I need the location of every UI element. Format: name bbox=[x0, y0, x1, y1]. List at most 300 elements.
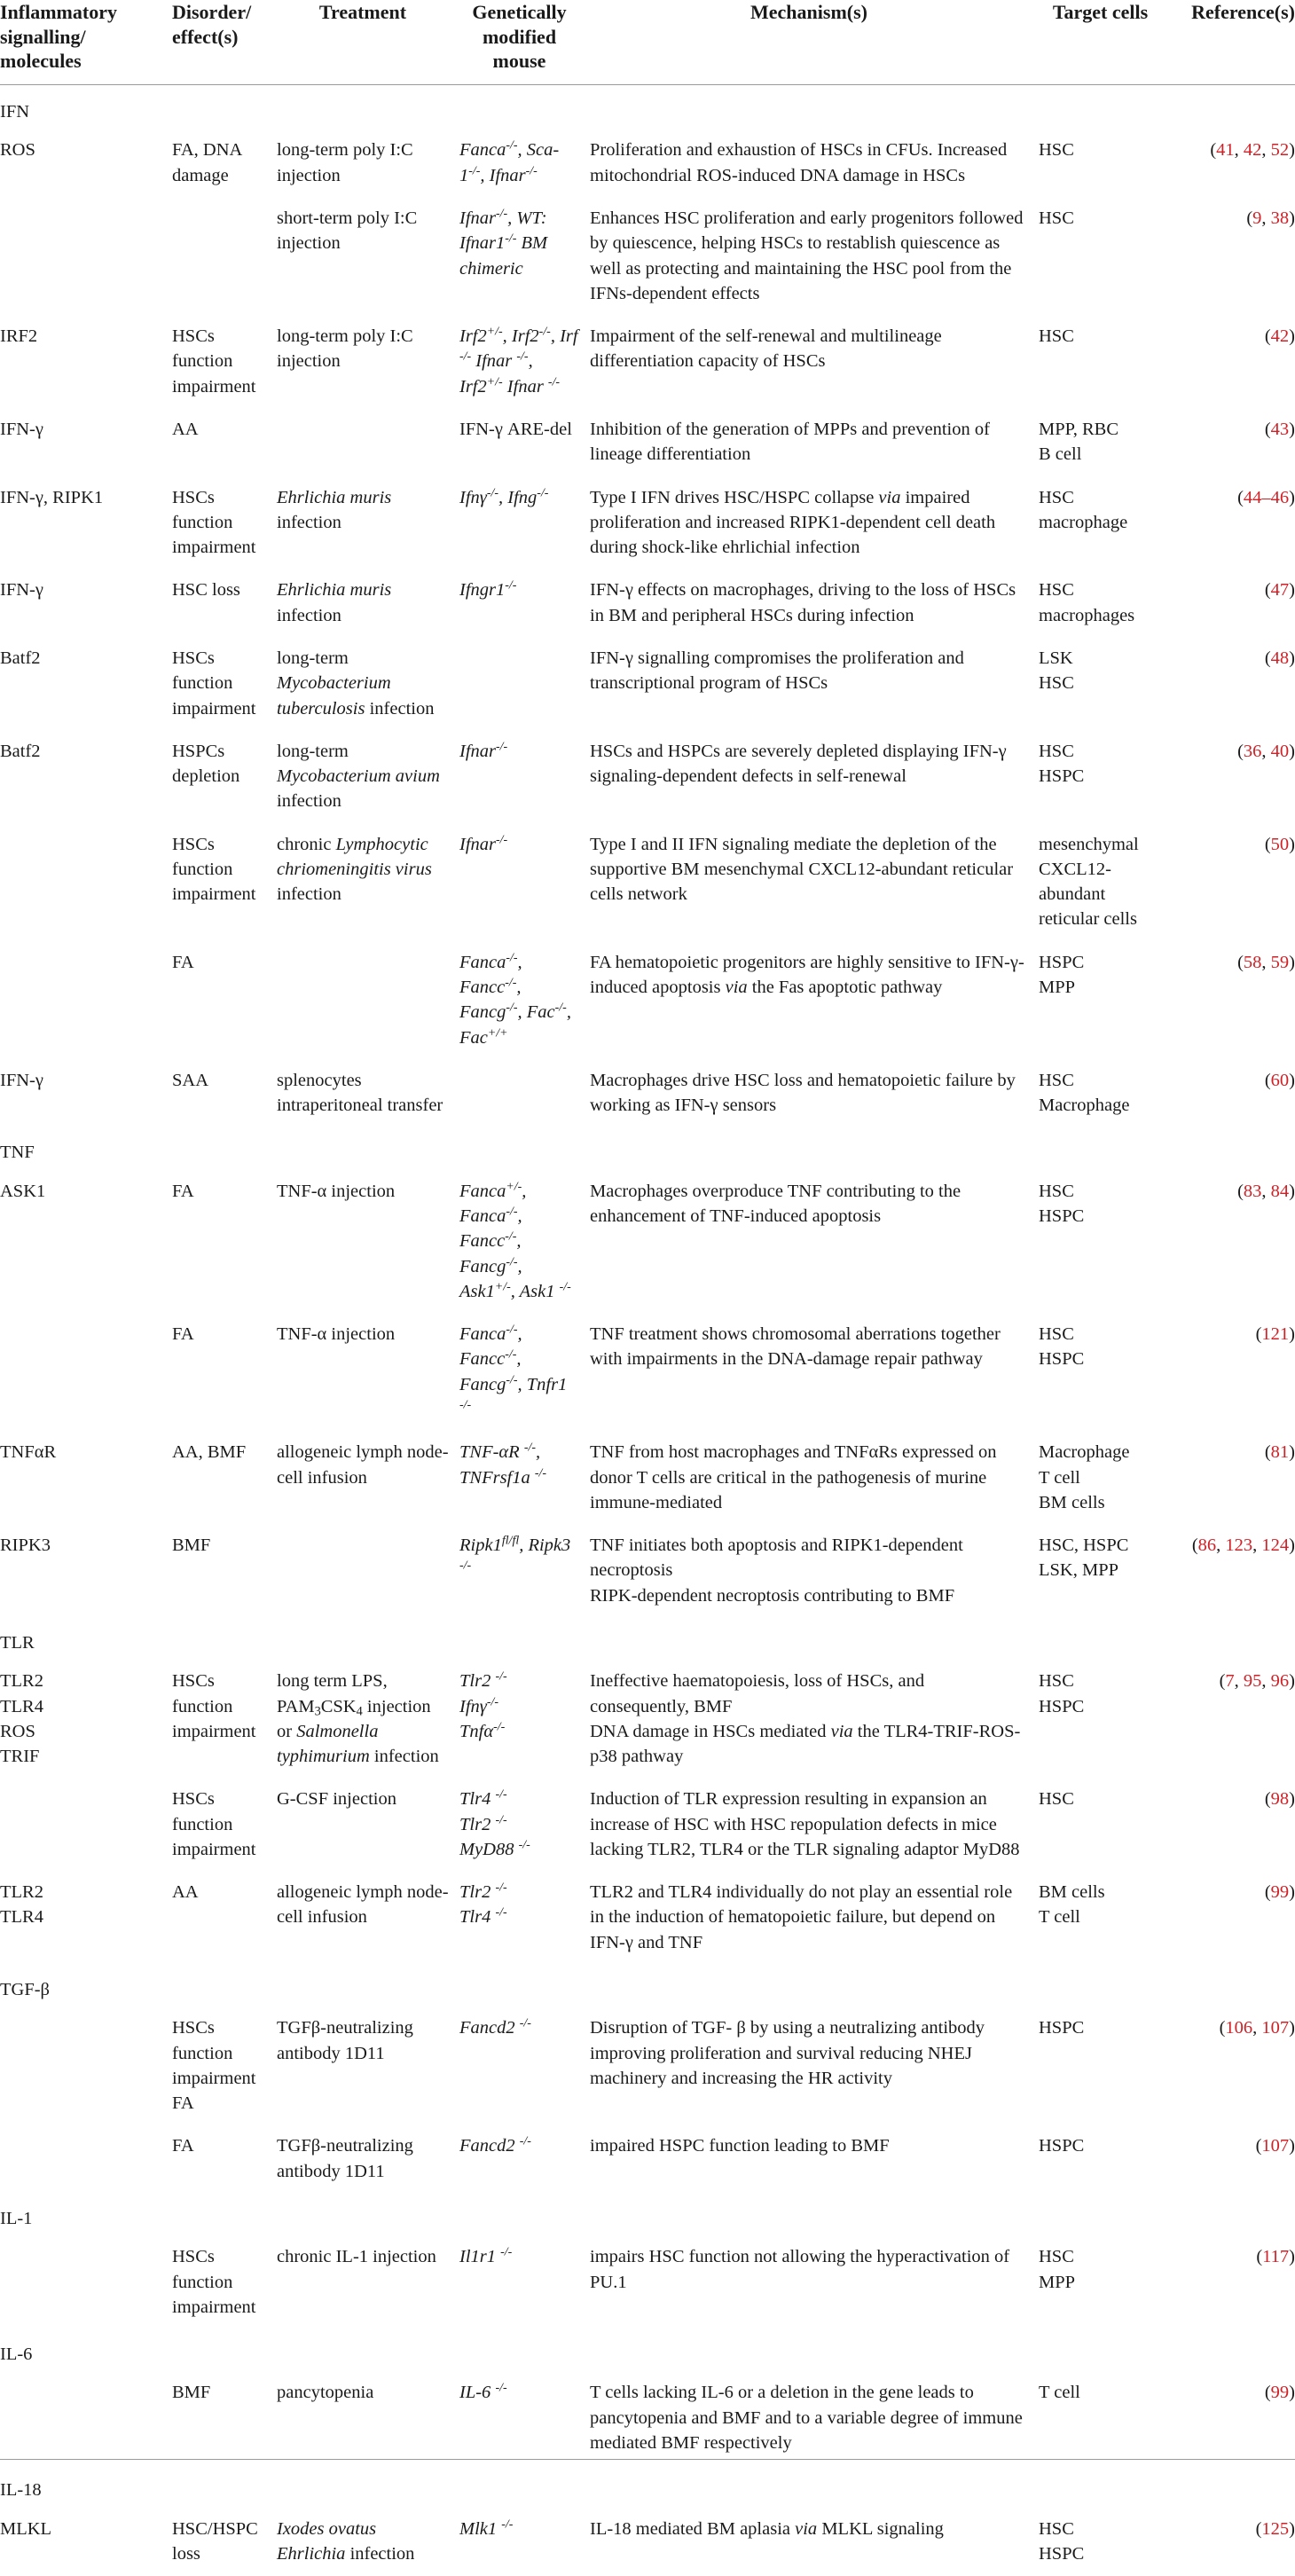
target-cell-line: HSC bbox=[1039, 140, 1074, 161]
reference-link[interactable]: 58 bbox=[1243, 952, 1262, 972]
target-cell-line: T cell bbox=[1039, 1907, 1080, 1928]
reference-cell: (107) bbox=[1255, 2136, 1295, 2156]
target-cell-line: HSC bbox=[1039, 208, 1074, 228]
disorder-cell: FA bbox=[172, 1181, 194, 1201]
target-cell-line: T cell bbox=[1039, 2383, 1080, 2403]
group-label: IL-6 bbox=[0, 2344, 33, 2365]
reference-cell: (60) bbox=[1264, 1070, 1295, 1090]
disorder-cell: AA, BMF bbox=[172, 1442, 247, 1463]
mechanism-cell: Type I IFN drives HSC/HSPC collapse via impaired proliferation and increased RIPK1-dependent cell death during shock-like ehrlichial infection bbox=[590, 487, 996, 558]
mouse-cell: IFN-γ ARE-del bbox=[459, 419, 572, 439]
target-cell-line: HSPC bbox=[1039, 2136, 1085, 2156]
reference-link[interactable]: 125 bbox=[1261, 2518, 1290, 2539]
mouse-line: Tlr4 -/- bbox=[459, 1787, 507, 1810]
header-mechanism: Mechanism(s) bbox=[585, 0, 1033, 85]
target-cell-line: MPP, RBC bbox=[1039, 419, 1119, 439]
reference-cell: (86, 123, 124) bbox=[1191, 1535, 1295, 1556]
mechanism-cell: Inhibition of the generation of MPPs and prevention of lineage differentiation bbox=[590, 419, 990, 465]
disorder-cell: HSCs function impairment bbox=[172, 1671, 256, 1741]
reference-cell: (48) bbox=[1264, 648, 1295, 668]
target-cell-line: HSC bbox=[1039, 326, 1074, 347]
group-row bbox=[0, 2194, 1295, 2236]
signalling-cell bbox=[0, 198, 167, 316]
table-row bbox=[0, 731, 1295, 824]
mechanism-cell: Type I and II IFN signaling mediate the depletion of the supportive BM mesenchymal CXCL12-abundant reticular cells network bbox=[590, 834, 1014, 905]
disorder-line: HSCs function impairment bbox=[172, 2018, 256, 2088]
mechanism-line: DNA damage in HSCs mediated via the TLR4-TRIF-ROS-p38 pathway bbox=[590, 1721, 1021, 1767]
mouse-cell: Fanca-/-, Fancc-/-, Fancg-/-, Fac-/-, Fac+/+ bbox=[459, 951, 571, 1048]
group-row bbox=[0, 2465, 1295, 2508]
target-cell-line: BM cells bbox=[1039, 1882, 1105, 1903]
mouse-cell: Ifngr1-/- bbox=[459, 578, 517, 601]
reference-cell: (9, 38) bbox=[1246, 208, 1295, 228]
group-label: IL-18 bbox=[0, 2480, 42, 2501]
header-references: Reference(s) bbox=[1167, 0, 1295, 85]
target-cell-line: T cell bbox=[1039, 1467, 1080, 1488]
reference-cell: (121) bbox=[1255, 1324, 1295, 1345]
mechanism-cell: T cells lacking IL-6 or a deletion in the gene leads to pancytopenia and BMF and to a variable degree of immune mediated BMF respectively bbox=[590, 2383, 1023, 2453]
mechanism-cell bbox=[585, 1661, 1033, 1779]
signalling-cell: ASK1 bbox=[0, 1181, 46, 1201]
reference-link[interactable]: 50 bbox=[1270, 834, 1290, 854]
treatment-cell: chronic Lymphocytic chriomeningitis virus infection bbox=[277, 834, 432, 905]
treatment-cell: TGFβ-neutralizing antibody 1D11 bbox=[277, 2018, 413, 2063]
disorder-cell: AA bbox=[172, 1882, 199, 1903]
reference-cell: (125) bbox=[1255, 2518, 1295, 2539]
signalling-cell: MLKL bbox=[0, 2518, 52, 2539]
reference-link[interactable]: 59 bbox=[1270, 952, 1290, 972]
mechanism-cell: impairs HSC function not allowing the hyperactivation of PU.1 bbox=[590, 2247, 1010, 2292]
reference-link[interactable]: 86 bbox=[1197, 1535, 1217, 1556]
mouse-cell: Fancd2 -/- bbox=[459, 2016, 531, 2038]
reference-link[interactable]: 81 bbox=[1270, 1442, 1290, 1463]
signalling-cell bbox=[0, 1872, 167, 1965]
target-cells-cell bbox=[1033, 569, 1167, 638]
reference-cell: (98) bbox=[1264, 1789, 1295, 1810]
signalling-line: TRIF bbox=[0, 1747, 40, 1767]
target-cells-cell bbox=[1033, 942, 1167, 1060]
mouse-line: Tnfα-/- bbox=[459, 1720, 506, 1741]
disorder-cell: FA bbox=[172, 952, 194, 972]
target-cells-cell bbox=[1033, 1872, 1167, 1965]
signalling-cell: Batf2 bbox=[0, 741, 41, 761]
table-row bbox=[0, 316, 1295, 409]
treatment-cell: allogeneic lymph node-cell infusion bbox=[277, 1882, 449, 1928]
signalling-cell: TNFαR bbox=[0, 1442, 57, 1463]
target-cell-line: MPP bbox=[1039, 2272, 1076, 2292]
mouse-cell: TNF-αR -/-, TNFrsf1a -/- bbox=[459, 1441, 547, 1488]
treatment-cell: Ehrlichia muris infection bbox=[277, 580, 392, 625]
signalling-cell bbox=[0, 2007, 167, 2125]
reference-link[interactable]: 43 bbox=[1270, 419, 1290, 439]
target-cells-cell bbox=[1033, 2125, 1167, 2194]
mechanism-line: TNF initiates both apoptosis and RIPK1-dependent necroptosis bbox=[590, 1535, 963, 1581]
mechanism-line: RIPK-dependent necroptosis contributing to BMF bbox=[590, 1585, 955, 1606]
reference-link[interactable]: 52 bbox=[1270, 140, 1290, 161]
reference-link[interactable]: 48 bbox=[1270, 648, 1290, 668]
signalling-cell bbox=[0, 2236, 167, 2329]
mouse-cell: $Ripk1^{fl/fl}$, Ripk3 -/- bbox=[459, 1534, 571, 1573]
disorder-line: FA bbox=[172, 2093, 194, 2114]
reference-cell: (47) bbox=[1264, 580, 1295, 601]
table-row bbox=[0, 824, 1295, 942]
group-row bbox=[0, 1965, 1295, 2007]
signalling-cell: ROS bbox=[0, 140, 35, 161]
table-row bbox=[0, 1872, 1295, 1965]
treatment-cell: long-term poly I:C injection bbox=[277, 326, 413, 372]
reference-link[interactable]: 124 bbox=[1261, 1535, 1290, 1556]
disorder-cell: HSCs function impairment bbox=[172, 834, 256, 905]
signalling-cell bbox=[0, 1779, 167, 1872]
target-cell-line: HSC bbox=[1039, 1324, 1074, 1345]
signalling-cell bbox=[0, 1661, 167, 1779]
mouse-cell bbox=[454, 1661, 585, 1779]
mechanism-cell: TLR2 and TLR4 individually do not play an essential role in the induction of hematopoietic failure, but depend on IFN-γ and TNF bbox=[590, 1882, 1013, 1952]
reference-link[interactable]: 99 bbox=[1270, 2383, 1290, 2403]
target-cells-cell bbox=[1033, 1060, 1167, 1128]
reference-link[interactable]: 41 bbox=[1216, 140, 1235, 161]
table-row bbox=[0, 638, 1295, 731]
group-row bbox=[0, 2329, 1295, 2372]
mechanism-cell bbox=[585, 1525, 1033, 1618]
table-row bbox=[0, 942, 1295, 1060]
disorder-cell bbox=[167, 2007, 271, 2125]
reference-link[interactable]: 7 bbox=[1225, 1671, 1235, 1692]
reference-cell: (83, 84) bbox=[1237, 1181, 1295, 1201]
table-row bbox=[0, 2509, 1295, 2576]
group-row bbox=[0, 1127, 1295, 1170]
table-row bbox=[0, 198, 1295, 316]
target-cell-line: HSC bbox=[1039, 1671, 1074, 1692]
mechanism-cell: impaired HSPC function leading to BMF bbox=[590, 2136, 890, 2156]
reference-cell: (99) bbox=[1264, 1882, 1295, 1903]
treatment-cell: TGFβ-neutralizing antibody 1D11 bbox=[277, 2136, 413, 2181]
header-treatment: Treatment bbox=[271, 0, 454, 85]
disorder-cell: HSCs function impairment bbox=[172, 2247, 256, 2317]
reference-cell: (106, 107) bbox=[1219, 2018, 1295, 2038]
target-cells-cell bbox=[1033, 2509, 1167, 2576]
group-label: TLR bbox=[0, 1632, 35, 1653]
reference-link[interactable]: 123 bbox=[1225, 1535, 1253, 1556]
signalling-line: TLR2 bbox=[0, 1671, 43, 1692]
reference-link[interactable]: 106 bbox=[1225, 2018, 1253, 2038]
mouse-line: Tlr2 -/- bbox=[459, 1669, 507, 1692]
mouse-line: Ifnγ-/- bbox=[459, 1694, 499, 1716]
signalling-line: TLR2 bbox=[0, 1882, 43, 1903]
treatment-cell: chronic IL-1 injection bbox=[277, 2247, 436, 2267]
signalling-line: TLR4 bbox=[0, 1696, 43, 1716]
disorder-cell: HSC/HSPC loss bbox=[172, 2518, 258, 2564]
mouse-cell bbox=[454, 1779, 585, 1872]
reference-link[interactable]: 99 bbox=[1270, 1882, 1290, 1903]
target-cell-line: HSC, HSPC bbox=[1039, 1535, 1129, 1556]
group-label: TGF-β bbox=[0, 1980, 50, 2000]
group-row bbox=[0, 1618, 1295, 1661]
reference-link[interactable]: 107 bbox=[1261, 2018, 1290, 2038]
target-cells-cell bbox=[1033, 1432, 1167, 1525]
target-cell-line: HSC bbox=[1039, 2247, 1074, 2267]
signalling-cell: IFN-γ bbox=[0, 580, 43, 601]
treatment-cell: long-term poly I:C injection bbox=[277, 140, 413, 185]
target-cells-cell bbox=[1033, 2236, 1167, 2329]
target-cells-cell bbox=[1033, 409, 1167, 477]
table-row bbox=[0, 2007, 1295, 2125]
mouse-line: Tlr4 -/- bbox=[459, 1905, 507, 1928]
treatment-cell bbox=[271, 409, 454, 477]
mouse-cell: Mlk1 -/- bbox=[459, 2517, 514, 2539]
treatment-cell: G-CSF injection bbox=[277, 1789, 396, 1810]
disorder-cell: HSC loss bbox=[172, 580, 240, 601]
target-cell-line: HSPC bbox=[1039, 952, 1085, 972]
target-cell-line: mesenchymal CXCL12-abundant reticular cells bbox=[1039, 834, 1139, 930]
treatment-cell: short-term poly I:C injection bbox=[277, 208, 418, 254]
signalling-cell: IFN-γ bbox=[0, 1070, 43, 1090]
target-cell-line: Macrophage bbox=[1039, 1442, 1130, 1463]
mouse-cell bbox=[454, 1872, 585, 1965]
mechanism-cell: IFN-γ effects on macrophages, driving to the loss of HSCs in BM and peripheral HSCs during infection bbox=[590, 580, 1016, 625]
table-row bbox=[0, 130, 1295, 198]
group-label: TNF bbox=[0, 1143, 35, 1163]
reference-link[interactable]: 44–46 bbox=[1243, 487, 1290, 507]
treatment-cell: long term LPS, $PAM_3CSK_4$ injection or Salmonella typhimurium infection bbox=[277, 1671, 439, 1767]
mouse-cell: Fanca-/-, Sca-1-/-, Ifnar-/- bbox=[459, 138, 560, 185]
reference-cell: (58, 59) bbox=[1237, 952, 1295, 972]
disorder-cell: FA bbox=[172, 2136, 194, 2156]
target-cells-cell bbox=[1033, 1661, 1167, 1779]
group-row bbox=[0, 85, 1295, 130]
reference-link[interactable]: 36 bbox=[1243, 741, 1262, 761]
target-cell-line: macrophage bbox=[1039, 512, 1128, 532]
reference-link[interactable]: 47 bbox=[1270, 580, 1290, 601]
mechanism-cell: Proliferation and exhaustion of HSCs in CFUs. Increased mitochondrial ROS-induced DNA damage in HSCs bbox=[590, 140, 1008, 185]
treatment-cell: long-term Mycobacterium avium infection bbox=[277, 741, 440, 812]
signalling-cell: IRF2 bbox=[0, 326, 38, 347]
target-cell-line: HSPC bbox=[1039, 1349, 1085, 1370]
target-cells-cell bbox=[1033, 477, 1167, 570]
mouse-cell: Il1r1 -/- bbox=[459, 2245, 513, 2267]
mouse-cell bbox=[454, 1060, 585, 1128]
disorder-cell: BMF bbox=[172, 1535, 211, 1556]
treatment-cell: TNF-α injection bbox=[277, 1181, 396, 1201]
mechanism-cell: Impairment of the self-renewal and multilineage differentiation capacity of HSCs bbox=[590, 326, 942, 372]
reference-link[interactable]: 96 bbox=[1270, 1671, 1290, 1692]
signalling-cell bbox=[0, 824, 167, 942]
reference-cell: (99) bbox=[1264, 2383, 1295, 2403]
mechanism-cell: Enhances HSC proliferation and early progenitors followed by quiescence, helping HSCs to restablish quiescence as well as protecting and maintaining the HSC pool from the IFNs-dependent effects bbox=[590, 208, 1024, 303]
disorder-cell: FA bbox=[172, 1324, 194, 1345]
target-cell-line: HSPC bbox=[1039, 1206, 1085, 1226]
target-cell-line: Macrophage bbox=[1039, 1096, 1130, 1116]
group-label: IFN bbox=[0, 102, 30, 122]
target-cell-line: HSPC bbox=[1039, 2018, 1085, 2038]
mechanism-cell: IL-18 mediated BM aplasia via MLKL signaling bbox=[590, 2518, 944, 2539]
mechanism-cell: IFN-γ signalling compromises the proliferation and transcriptional program of HSCs bbox=[590, 648, 964, 694]
group-label: IL-1 bbox=[0, 2209, 33, 2228]
target-cell-line: HSC bbox=[1039, 673, 1074, 694]
mouse-cell: Fanca-/-, Fancc-/-, Fancg-/-, Tnfr1 -/- bbox=[459, 1323, 568, 1412]
reference-link[interactable]: 9 bbox=[1252, 208, 1262, 228]
mouse-cell: Irf2+/-, Irf2-/-, Irf -/- Ifnar -/-, Irf2+/- Ifnar -/- bbox=[459, 325, 578, 397]
signalling-cell: IFN-γ bbox=[0, 419, 43, 439]
disorder-cell: HSCs function impairment bbox=[172, 487, 256, 558]
mechanism-cell: FA hematopoietic progenitors are highly sensitive to IFN-γ-induced apoptosis via the Fas apoptotic pathway bbox=[590, 952, 1024, 998]
reference-cell: (43) bbox=[1264, 419, 1295, 439]
mouse-cell bbox=[454, 638, 585, 731]
reference-link[interactable]: 98 bbox=[1270, 1789, 1290, 1810]
target-cell-line: HSC bbox=[1039, 741, 1074, 761]
treatment-cell: long-term Mycobacterium tuberculosis infection bbox=[277, 648, 435, 719]
disorder-cell: BMF bbox=[172, 2383, 211, 2403]
signalling-cell: RIPK3 bbox=[0, 1535, 51, 1556]
reference-cell: (36, 40) bbox=[1237, 741, 1295, 761]
target-cell-line: HSC bbox=[1039, 1070, 1074, 1090]
mechanism-cell: TNF from host macrophages and TNFαRs expressed on donor T cells are critical in the pathogenesis of murine immune-mediated bbox=[590, 1442, 997, 1512]
header-mouse: Genetically modified mouse bbox=[454, 0, 585, 85]
treatment-cell: Ehrlichia muris infection bbox=[277, 487, 392, 532]
reference-cell: (117) bbox=[1256, 2247, 1295, 2267]
disorder-cell: FA, DNA damage bbox=[172, 140, 242, 185]
disorder-cell: AA bbox=[172, 419, 199, 439]
mechanism-cell: TNF treatment shows chromosomal aberrations together with impairments in the DNA-damage repair pathway bbox=[590, 1324, 1001, 1370]
target-cell-line: HSC bbox=[1039, 1789, 1074, 1810]
treatment-cell bbox=[271, 1525, 454, 1618]
mouse-cell: Fanca+/-, Fanca-/-, Fancc-/-, Fancg-/-, Ask1+/-, Ask1 -/- bbox=[459, 1180, 571, 1301]
reference-cell: (42) bbox=[1264, 326, 1295, 347]
mouse-line: MyD88 -/- bbox=[459, 1838, 530, 1859]
reference-link[interactable]: 95 bbox=[1243, 1671, 1262, 1692]
target-cells-cell bbox=[1033, 731, 1167, 824]
mechanism-line: Ineffective haematopoiesis, loss of HSCs, and consequently, BMF bbox=[590, 1671, 925, 1716]
reference-link[interactable]: 83 bbox=[1243, 1181, 1262, 1201]
table-row bbox=[0, 1432, 1295, 1525]
treatment-cell bbox=[271, 942, 454, 1060]
mouse-cell: Fancd2 -/- bbox=[459, 2134, 531, 2156]
target-cell-line: HSC bbox=[1039, 1181, 1074, 1201]
target-cell-line: LSK, MPP bbox=[1039, 1560, 1119, 1581]
reference-link[interactable]: 107 bbox=[1261, 2136, 1290, 2156]
target-cells-cell bbox=[1033, 2372, 1167, 2465]
target-cell-line: BM cells bbox=[1039, 1492, 1105, 1512]
mechanism-cell: HSCs and HSPCs are severely depleted displaying IFN-γ signaling-dependent defects in self-renewal bbox=[590, 741, 1007, 787]
target-cell-line: HSPC bbox=[1039, 1696, 1085, 1716]
reference-link[interactable]: 84 bbox=[1270, 1181, 1290, 1201]
disorder-cell: HSCs function impairment bbox=[172, 648, 256, 719]
target-cell-line: HSC bbox=[1039, 2518, 1074, 2539]
disorder-cell: HSCs function impairment bbox=[172, 1789, 256, 1859]
mouse-line: Tlr2 -/- bbox=[459, 1881, 507, 1903]
reference-cell: (50) bbox=[1264, 834, 1295, 854]
mouse-cell: Ifnar-/-, WT: Ifnar1-/- BM chimeric bbox=[459, 207, 548, 279]
header-signalling: Inflammatory signalling/ molecules bbox=[0, 0, 167, 85]
table-row bbox=[0, 2236, 1295, 2329]
target-cell-line: HSC bbox=[1039, 487, 1074, 507]
target-cell-line: B cell bbox=[1039, 444, 1082, 465]
mouse-cell: Ifnar-/- bbox=[459, 740, 508, 761]
target-cell-line: LSK bbox=[1039, 648, 1073, 668]
target-cells-cell bbox=[1033, 130, 1167, 198]
table-header bbox=[0, 0, 1295, 85]
signalling-cell: Batf2 bbox=[0, 648, 41, 668]
reference-link[interactable]: 60 bbox=[1270, 1070, 1290, 1090]
target-cells-cell bbox=[1033, 1779, 1167, 1872]
target-cells-cell bbox=[1033, 316, 1167, 409]
mouse-cell: IL-6 -/- bbox=[459, 2381, 507, 2403]
table-row bbox=[0, 569, 1295, 638]
target-cell-line: HSPC bbox=[1039, 766, 1085, 787]
target-cell-line: HSPC bbox=[1039, 2543, 1085, 2564]
target-cells-cell bbox=[1033, 1314, 1167, 1432]
treatment-cell: allogeneic lymph node-cell infusion bbox=[277, 1442, 449, 1488]
treatment-cell: Ixodes ovatus Ehrlichia infection bbox=[277, 2518, 415, 2564]
reference-cell: (41, 42, 52) bbox=[1210, 140, 1295, 161]
disorder-cell: SAA bbox=[172, 1070, 209, 1090]
target-cells-cell bbox=[1033, 638, 1167, 731]
table-row bbox=[0, 2125, 1295, 2194]
signalling-cell: IFN-γ, RIPK1 bbox=[0, 487, 104, 507]
target-cells-cell bbox=[1033, 1525, 1167, 1618]
signalling-line: ROS bbox=[0, 1721, 35, 1741]
table-row bbox=[0, 409, 1295, 477]
target-cell-line: HSC bbox=[1039, 580, 1074, 601]
signalling-cell bbox=[0, 942, 167, 1060]
signalling-cell bbox=[0, 2372, 167, 2465]
reference-cell: (7, 95, 96) bbox=[1219, 1671, 1295, 1692]
signalling-cell bbox=[0, 2125, 167, 2194]
treatment-cell: TNF-α injection bbox=[277, 1324, 396, 1345]
reference-link[interactable]: 42 bbox=[1270, 326, 1290, 347]
reference-link[interactable]: 117 bbox=[1262, 2247, 1290, 2267]
reference-cell: (81) bbox=[1264, 1442, 1295, 1463]
table-row bbox=[0, 1060, 1295, 1128]
disorder-cell: HSPCs depletion bbox=[172, 741, 240, 787]
header-row bbox=[0, 0, 1295, 85]
reference-link[interactable]: 42 bbox=[1243, 140, 1262, 161]
table-row bbox=[0, 1779, 1295, 1872]
reference-cell: (44–46) bbox=[1237, 487, 1295, 507]
reference-link[interactable]: 121 bbox=[1261, 1324, 1290, 1345]
target-cells-cell bbox=[1033, 824, 1167, 942]
target-cell-line: MPP bbox=[1039, 978, 1076, 998]
target-cells-cell bbox=[1033, 1171, 1167, 1314]
treatment-cell: splenocytes intraperitoneal transfer bbox=[277, 1070, 443, 1116]
reference-link[interactable]: 40 bbox=[1270, 741, 1290, 761]
signalling-cell bbox=[0, 1314, 167, 1432]
table-row bbox=[0, 477, 1295, 570]
reference-link[interactable]: 38 bbox=[1270, 208, 1290, 228]
mouse-line: Tlr2 -/- bbox=[459, 1812, 507, 1834]
header-disorder: Disorder/ effect(s) bbox=[167, 0, 271, 85]
disorder-cell bbox=[167, 198, 271, 316]
target-cell-line: macrophages bbox=[1039, 605, 1135, 625]
table-body bbox=[0, 85, 1295, 2576]
header-target-cells: Target cells bbox=[1033, 0, 1167, 85]
mouse-cell: Ifnγ-/-, Ifng-/- bbox=[459, 485, 549, 507]
mechanism-cell: Macrophages overproduce TNF contributing to the enhancement of TNF-induced apoptosis bbox=[590, 1181, 961, 1226]
mouse-cell: Ifnar-/- bbox=[459, 832, 508, 854]
target-cells-cell bbox=[1033, 198, 1167, 316]
table-row bbox=[0, 2372, 1295, 2465]
table-row bbox=[0, 1661, 1295, 1779]
disorder-cell: HSCs function impairment bbox=[172, 326, 256, 397]
table-row bbox=[0, 1314, 1295, 1432]
table-row bbox=[0, 1171, 1295, 1314]
target-cells-cell bbox=[1033, 2007, 1167, 2125]
signalling-line: TLR4 bbox=[0, 1907, 43, 1928]
mechanism-cell: Induction of TLR expression resulting in expansion an increase of HSC with HSC repopulation defects in mice lacking TLR2, TLR4 or the TLR signaling adaptor MyD88 bbox=[590, 1789, 1020, 1859]
mechanism-cell: Disruption of TGF- β by using a neutralizing antibody improving proliferation and survival reducing NHEJ machinery and increasing the HR activity bbox=[590, 2018, 985, 2088]
treatment-cell: pancytopenia bbox=[277, 2383, 374, 2403]
mechanism-cell: Macrophages drive HSC loss and hematopoietic failure by working as IFN-γ sensors bbox=[590, 1070, 1016, 1116]
